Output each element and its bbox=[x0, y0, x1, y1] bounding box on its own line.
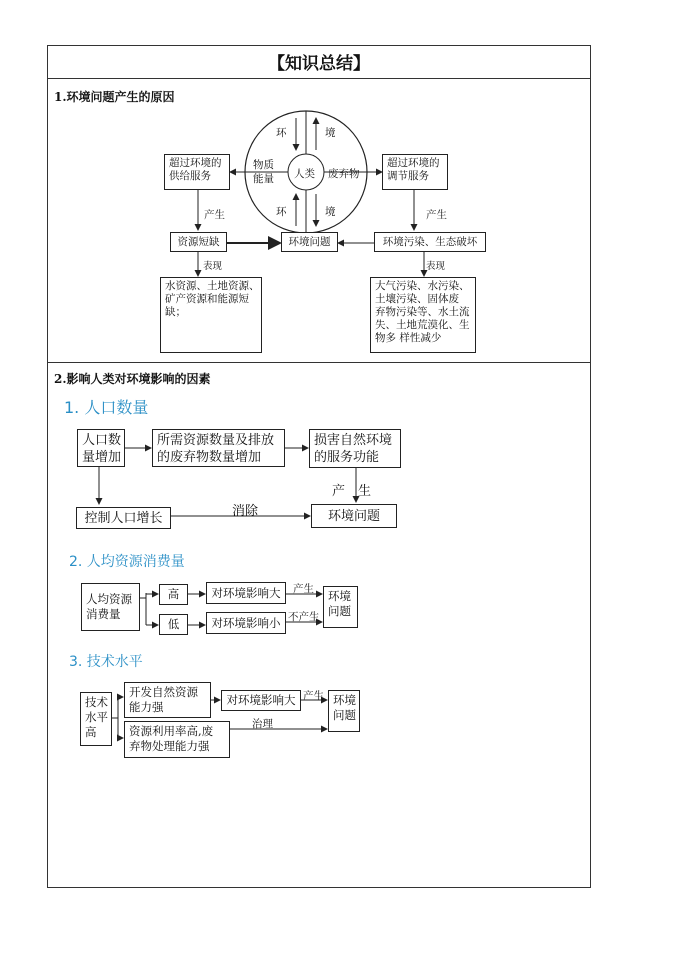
box-develop-resources: 开发自然资源 能力强 bbox=[124, 682, 211, 718]
title-divider bbox=[47, 78, 591, 79]
box-env-problem-sub1: 环境问题 bbox=[311, 504, 397, 528]
box-population-increase: 人口数 量增加 bbox=[77, 429, 125, 467]
circle-label-human: 人类 bbox=[294, 168, 315, 180]
box-shortage-detail: 水资源、土地资源、 矿产资源和能源短 缺； bbox=[160, 277, 262, 353]
sub3-title: 3. 技术水平 bbox=[69, 654, 143, 670]
box-low: 低 bbox=[159, 614, 188, 635]
section1-heading: 1.环境问题产生的原因 bbox=[54, 90, 175, 104]
box-impact-big-sub3: 对环境影响大 bbox=[221, 690, 301, 711]
label-show-right: 表现 bbox=[426, 261, 446, 272]
label-show-left: 表现 bbox=[203, 261, 223, 272]
label-produce-sub1: 产 生 bbox=[332, 484, 372, 499]
box-impact-small: 对环境影响小 bbox=[206, 612, 286, 634]
section-divider bbox=[47, 362, 591, 363]
sub1-title: 1. 人口数量 bbox=[64, 398, 149, 417]
circle-label-matter-energy: 物质 能量 bbox=[253, 159, 274, 185]
label-produce-sub3: 产生 bbox=[303, 690, 324, 702]
circle-label-env-tr: 境 bbox=[325, 127, 336, 139]
box-damage-services: 损害自然环境 的服务功能 bbox=[309, 429, 401, 468]
box-control-population: 控制人口增长 bbox=[76, 507, 171, 529]
box-high: 高 bbox=[159, 584, 188, 605]
box-resource-shortage: 资源短缺 bbox=[170, 232, 227, 252]
box-resource-demand: 所需资源数量及排放 的废弃物数量增加 bbox=[152, 429, 285, 467]
label-govern: 治理 bbox=[252, 718, 273, 730]
box-exceed-regulate: 超过环境的 调节服务 bbox=[382, 154, 448, 190]
circle-label-env-br: 境 bbox=[325, 206, 336, 218]
box-env-problem: 环境问题 bbox=[281, 232, 338, 252]
circle-label-env-tl: 环 bbox=[276, 127, 287, 139]
box-utilization-rate: 资源利用率高,废 弃物处理能力强 bbox=[124, 721, 230, 758]
circle-label-waste: 废弃物 bbox=[328, 168, 360, 180]
label-produce-right: 产生 bbox=[426, 209, 447, 221]
box-per-capita-consumption: 人均资源 消费量 bbox=[81, 583, 140, 631]
page-title: 【知识总结】 bbox=[268, 54, 370, 74]
label-eliminate: 消除 bbox=[232, 504, 259, 519]
label-produce-left: 产生 bbox=[204, 209, 225, 221]
box-pollution: 环境污染、生态破坏 bbox=[374, 232, 486, 252]
label-not-produce: 不产生 bbox=[288, 611, 320, 623]
sub2-title: 2. 人均资源消费量 bbox=[69, 554, 185, 570]
box-env-problem-sub3: 环境 问题 bbox=[328, 690, 360, 732]
label-produce-sub2: 产生 bbox=[293, 583, 314, 595]
section2-heading: 2.影响人类对环境影响的因素 bbox=[54, 372, 211, 386]
box-tech-level-high: 技术 水平 高 bbox=[80, 692, 112, 746]
circle-label-env-bl: 环 bbox=[276, 206, 287, 218]
box-pollution-detail: 大气污染、水污染、 土壤污染、固体废 弃物污染等、水土流 失、土地荒漠化、生 物多 样性减少 bbox=[370, 277, 476, 353]
box-env-problem-sub2: 环境 问题 bbox=[323, 586, 358, 628]
box-impact-big: 对环境影响大 bbox=[206, 582, 286, 604]
box-exceed-supply: 超过环境的 供给服务 bbox=[164, 154, 230, 190]
